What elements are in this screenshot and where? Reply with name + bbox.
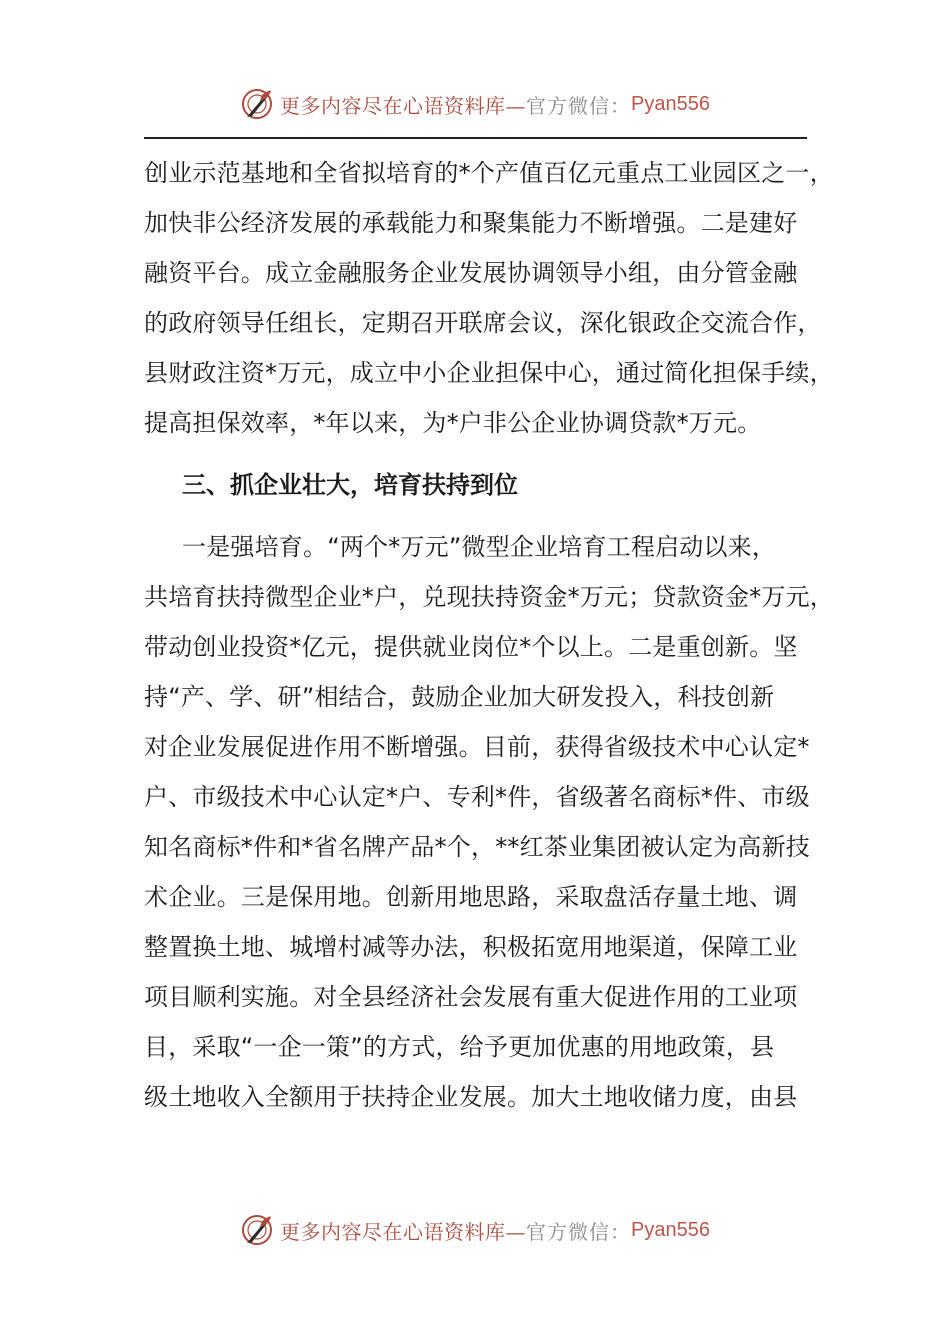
- wechat-id: Pyan556: [631, 92, 710, 115]
- wechat-id: Pyan556: [631, 1218, 710, 1241]
- text-line: 融资平台。成立金融服务企业发展协调领导小组，由分管金融: [144, 259, 798, 287]
- quill-logo-icon: [240, 1213, 274, 1247]
- wechat-label: 官方微信：: [526, 1219, 632, 1244]
- text-line: 带动创业投资*亿元，提供就业岗位*个以上。二是重创新。坚: [144, 633, 798, 661]
- header-divider: [144, 137, 807, 139]
- wechat-label: 官方微信：: [526, 93, 632, 118]
- text-line: 持“产、学、研”相结合，鼓励企业加大研发投入，科技创新: [144, 683, 775, 711]
- text-line: 加快非公经济发展的承载能力和聚集能力不断增强。二是建好: [144, 209, 798, 237]
- text-line: 户、市级技术中心认定*户、专利*件，省级著名商标*件、市级: [144, 783, 810, 811]
- text-line: 的政府领导任组长，定期召开联席会议，深化银政企交流合作，: [144, 309, 822, 337]
- paragraph-enterprise-growth: [144, 522, 834, 1122]
- text-line: 共培育扶持微型企业*户，兑现扶持资金*万元；贷款资金*万元，: [144, 583, 834, 611]
- text-line: 项目顺利实施。对全县经济社会发展有重大促进作用的工业项: [144, 983, 798, 1011]
- text-line: 对企业发展促进作用不断增强。目前，获得省级技术中心认定*: [144, 733, 810, 761]
- text-line: 知名商标*件和*省名牌产品*个，**红茶业集团被认定为高新技: [144, 833, 810, 861]
- document-body: [144, 148, 834, 1122]
- text-line: 提高担保效率，*年以来，为*户非公企业协调贷款*万元。: [144, 409, 762, 437]
- text-line: 术企业。三是保用地。创新用地思路，采取盘活存量土地、调: [144, 883, 798, 911]
- paragraph-financing: [144, 148, 834, 448]
- text-line: 创业示范基地和全省拟培育的*个产值百亿元重点工业园区之一，: [144, 159, 834, 187]
- text-line: 一是强培育。“两个*万元”微型企业培育工程启动以来，: [182, 533, 777, 561]
- text-line: 整置换土地、城增村减等办法，积极拓宽用地渠道，保障工业: [144, 933, 798, 961]
- text-line: 级土地收入全额用于扶持企业发展。加大土地收储力度，由县: [144, 1083, 798, 1111]
- section-heading: 三、抓企业壮大，培育扶持到位: [182, 471, 518, 499]
- header-banner: [0, 84, 950, 124]
- quill-logo-icon: [240, 87, 274, 121]
- text-line: 目，采取“一企一策”的方式，给予更加优惠的用地政策，县: [144, 1033, 775, 1061]
- footer-banner: [0, 1210, 950, 1250]
- text-line: 县财政注资*万元，成立中小企业担保中心，通过简化担保手续，: [144, 359, 834, 387]
- slogan-text: 更多内容尽在心语资料库—: [280, 1219, 527, 1244]
- slogan-text: 更多内容尽在心语资料库—: [280, 93, 527, 118]
